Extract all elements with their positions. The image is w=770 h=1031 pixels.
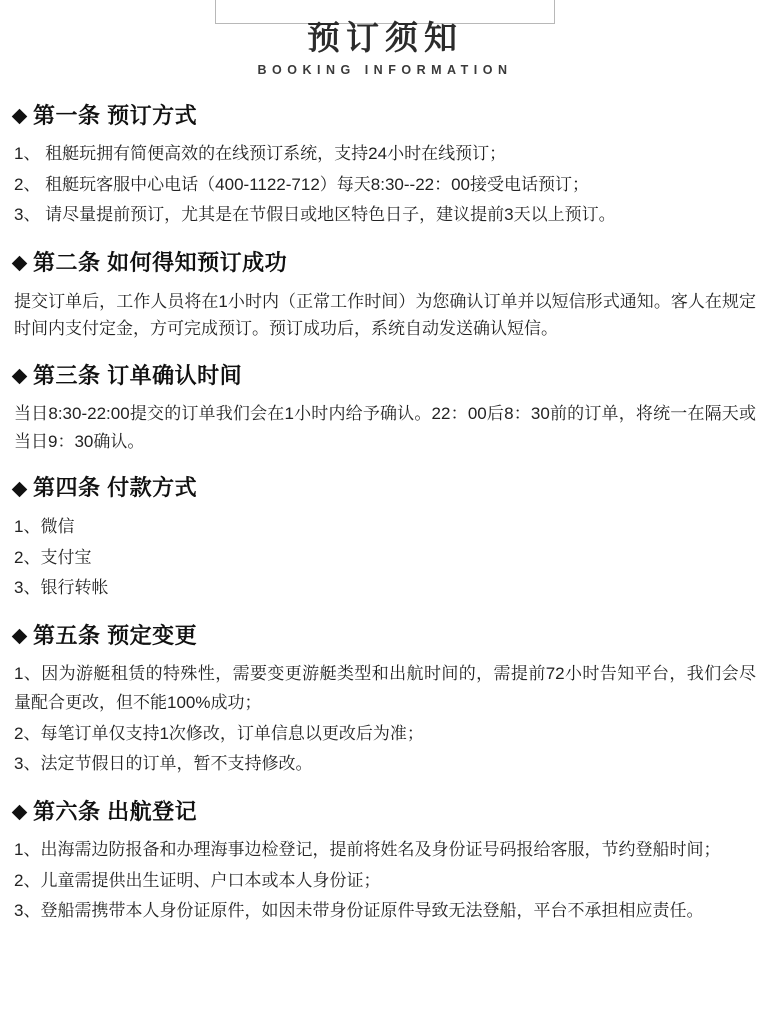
list-item: 1、因为游艇租赁的特殊性，需要变更游艇类型和出航时间的，需提前72小时告知平台，我们会尽量配合更改，但不能100%成功； (14, 664, 756, 712)
section-heading-text: 第一条 预订方式 (33, 102, 198, 128)
section-body (14, 400, 756, 455)
section-heading-text: 第二条 如何得知预订成功 (33, 249, 288, 275)
list-item: 3、法定节假日的订单，暂不支持修改。 (14, 754, 313, 774)
section-list (14, 836, 756, 926)
list-item: 1、出海需边防报备和办理海事边检登记，提前将姓名及身份证号码报给客服，节约登船时间； (14, 840, 721, 860)
list-item: 3、登船需携带本人身份证原件，如因未带身份证原件导致无法登船，平台不承担相应责任。 (14, 901, 704, 921)
section-list (14, 660, 756, 778)
section-heading (14, 621, 756, 651)
section-booking-method (14, 101, 756, 230)
diamond-bullet-icon (12, 369, 28, 385)
section-list (14, 513, 756, 603)
list-item: 2、 租艇玩客服中心电话（400-1122-712）每天8:30--22：00接受电话预订； (14, 174, 590, 194)
diamond-bullet-icon (12, 481, 28, 497)
section-list (14, 140, 756, 230)
diamond-bullet-icon (12, 256, 28, 272)
section-heading (14, 797, 756, 827)
section-heading-text: 第六条 出航登记 (33, 798, 198, 824)
diamond-bullet-icon (12, 805, 28, 821)
list-item: 2、儿童需提供出生证明、户口本或本人身份证； (14, 870, 381, 890)
list-item: 1、微信 (14, 517, 75, 537)
section-booking-changes (14, 621, 756, 779)
section-body (14, 513, 756, 603)
section-heading (14, 248, 756, 278)
section-heading (14, 101, 756, 131)
section-payment-methods (14, 473, 756, 602)
diamond-bullet-icon (12, 109, 28, 125)
section-body (14, 836, 756, 926)
section-heading (14, 361, 756, 391)
list-item: 2、支付宝 (14, 547, 92, 567)
paragraph: 当日8:30-22:00提交的订单我们会在1小时内给予确认。22：00后8：30前的订单，将统一在隔天或当日9：30确认。 (14, 404, 756, 451)
section-body (14, 288, 756, 343)
section-body (14, 140, 756, 230)
section-confirmation-time (14, 361, 756, 456)
paragraph: 提交订单后，工作人员将在1小时内（正常工作时间）为您确认订单并以短信形式通知。客人在规定时间内支付定金，方可完成预订。预订成功后，系统自动发送确认短信。 (14, 291, 756, 339)
section-confirmation-notice (14, 248, 756, 343)
section-heading-text: 第四条 付款方式 (33, 475, 198, 501)
page-title: 预订须知 (307, 19, 463, 56)
page-subtitle: BOOKING INFORMATION (257, 62, 513, 77)
list-item: 3、 请尽量提前预订，尤其是在节假日或地区特色日子，建议提前3天以上预订。 (14, 205, 616, 225)
section-body (14, 660, 756, 778)
section-departure-registration (14, 797, 756, 926)
diamond-bullet-icon (12, 629, 28, 645)
list-item: 1、 租艇玩拥有简便高效的在线预订系统，支持24小时在线预订； (14, 144, 507, 164)
section-heading (14, 473, 756, 503)
list-item: 3、银行转帐 (14, 578, 109, 598)
section-heading-text: 第五条 预定变更 (33, 622, 198, 648)
list-item: 2、每笔订单仅支持1次修改，订单信息以更改后为准； (14, 723, 424, 743)
section-heading-text: 第三条 订单确认时间 (33, 362, 243, 388)
document-header (14, 0, 756, 83)
